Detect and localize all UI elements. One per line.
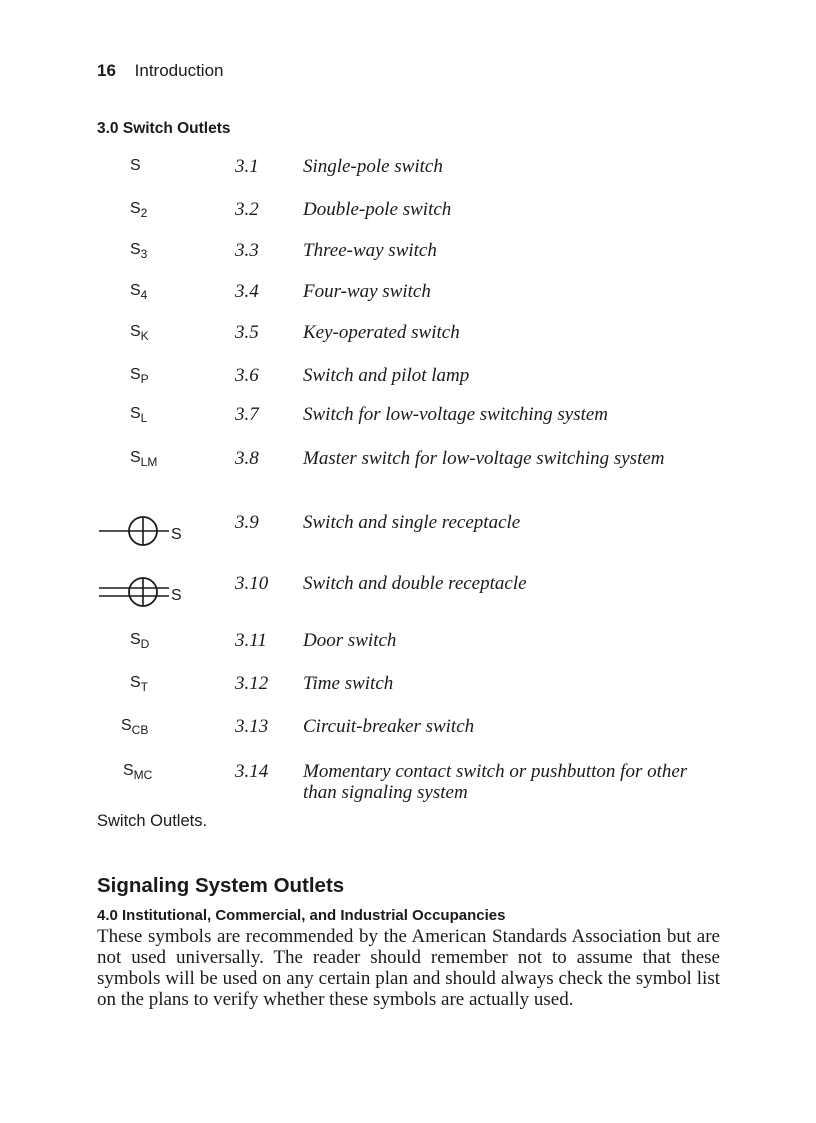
- symbol-description: Door switch: [303, 630, 397, 651]
- symbol-letter: S: [130, 323, 141, 340]
- body-paragraph: These symbols are recommended by the American Standards Association but are not used universally. The reader should remember not to assume that these symbols will be used on any certain plan and should always check the symbol list on the plans to verify whether these symbols are actually used.: [97, 926, 720, 1010]
- signaling-heading: Signaling System Outlets: [97, 874, 345, 897]
- symbol-description: Master switch for low-voltage switching system: [303, 448, 665, 469]
- page-number: 16: [97, 61, 116, 80]
- symbol-row: [97, 365, 737, 405]
- page-header: [97, 61, 224, 81]
- symbol-letter: S: [123, 762, 134, 779]
- symbol-subscript: T: [140, 680, 149, 694]
- double-receptacle-icon: [97, 569, 197, 613]
- symbol-number: 3.10: [235, 573, 269, 594]
- symbol-row: [97, 448, 737, 488]
- symbol-subscript: LM: [140, 455, 158, 469]
- symbol-row: [97, 673, 737, 713]
- symbol-row: [97, 156, 737, 196]
- signaling-subheading: 4.0 Institutional, Commercial, and Industrial Occupancies: [97, 907, 506, 924]
- symbol-letter: S: [130, 674, 141, 691]
- symbol-row: [97, 573, 737, 613]
- symbol-subscript: CB: [131, 723, 149, 737]
- figure-caption: Switch Outlets.: [97, 812, 208, 830]
- symbol-letter: S: [171, 587, 182, 604]
- symbol-letter: S: [130, 631, 141, 648]
- symbol-number: 3.5: [235, 322, 259, 343]
- symbol-description: Switch for low-voltage switching system: [303, 404, 609, 425]
- symbol-row: [97, 630, 737, 670]
- symbol-description: Three-way switch: [303, 240, 437, 261]
- symbol-letter: S: [130, 405, 141, 422]
- symbol-number: 3.4: [235, 281, 259, 302]
- symbol-letter: S: [130, 157, 141, 174]
- symbol-row: [97, 281, 737, 321]
- symbol-number: 3.12: [235, 673, 269, 694]
- symbol-number: 3.2: [235, 199, 259, 220]
- symbol-letter: S: [130, 366, 141, 383]
- symbol-subscript: L: [140, 411, 148, 425]
- symbol-number: 3.8: [235, 448, 259, 469]
- symbol-subscript: D: [140, 637, 150, 651]
- symbol-description: Switch and double receptacle: [303, 573, 527, 594]
- symbol-number: 3.9: [235, 512, 259, 533]
- symbol-description: Momentary contact switch or pushbutton for other than signaling system: [303, 761, 688, 803]
- symbol-row: [97, 322, 737, 362]
- symbol-subscript: P: [140, 372, 149, 386]
- symbol-subscript: K: [140, 329, 149, 343]
- symbol-number: 3.13: [235, 716, 269, 737]
- symbol-number: 3.7: [235, 404, 259, 425]
- symbol-subscript: 4: [140, 288, 148, 302]
- symbol-description: Single-pole switch: [303, 156, 443, 177]
- symbol-letter: S: [130, 449, 141, 466]
- symbol-description: Time switch: [303, 673, 394, 694]
- symbol-row: [97, 761, 737, 801]
- symbol-number: 3.1: [235, 156, 259, 177]
- symbol-description: Switch and single receptacle: [303, 512, 521, 533]
- symbol-description: Circuit-breaker switch: [303, 716, 475, 737]
- symbol-row: [97, 512, 737, 552]
- symbol-letter: S: [130, 241, 141, 258]
- running-head: Introduction: [134, 61, 224, 80]
- symbol-description: Four-way switch: [303, 281, 431, 302]
- symbol-subscript: 3: [140, 247, 148, 261]
- symbol-row: [97, 199, 737, 239]
- symbol-row: [97, 240, 737, 280]
- symbol-letter: S: [121, 717, 132, 734]
- symbol-number: 3.3: [235, 240, 259, 261]
- symbol-number: 3.6: [235, 365, 259, 386]
- symbol-subscript: 2: [140, 206, 148, 220]
- symbol-number: 3.11: [235, 630, 267, 651]
- symbol-description: Key-operated switch: [303, 322, 460, 343]
- single-receptacle-icon: [97, 508, 197, 552]
- section-heading: 3.0 Switch Outlets: [97, 120, 231, 137]
- symbol-letter: S: [130, 200, 141, 217]
- symbol-letter: S: [171, 526, 182, 543]
- symbol-subscript: MC: [133, 768, 153, 782]
- symbol-number: 3.14: [235, 761, 269, 782]
- symbol-description: Switch and pilot lamp: [303, 365, 470, 386]
- symbol-row: [97, 404, 737, 444]
- symbol-description: Double-pole switch: [303, 199, 452, 220]
- symbol-row: [97, 716, 737, 756]
- symbol-letter: S: [130, 282, 141, 299]
